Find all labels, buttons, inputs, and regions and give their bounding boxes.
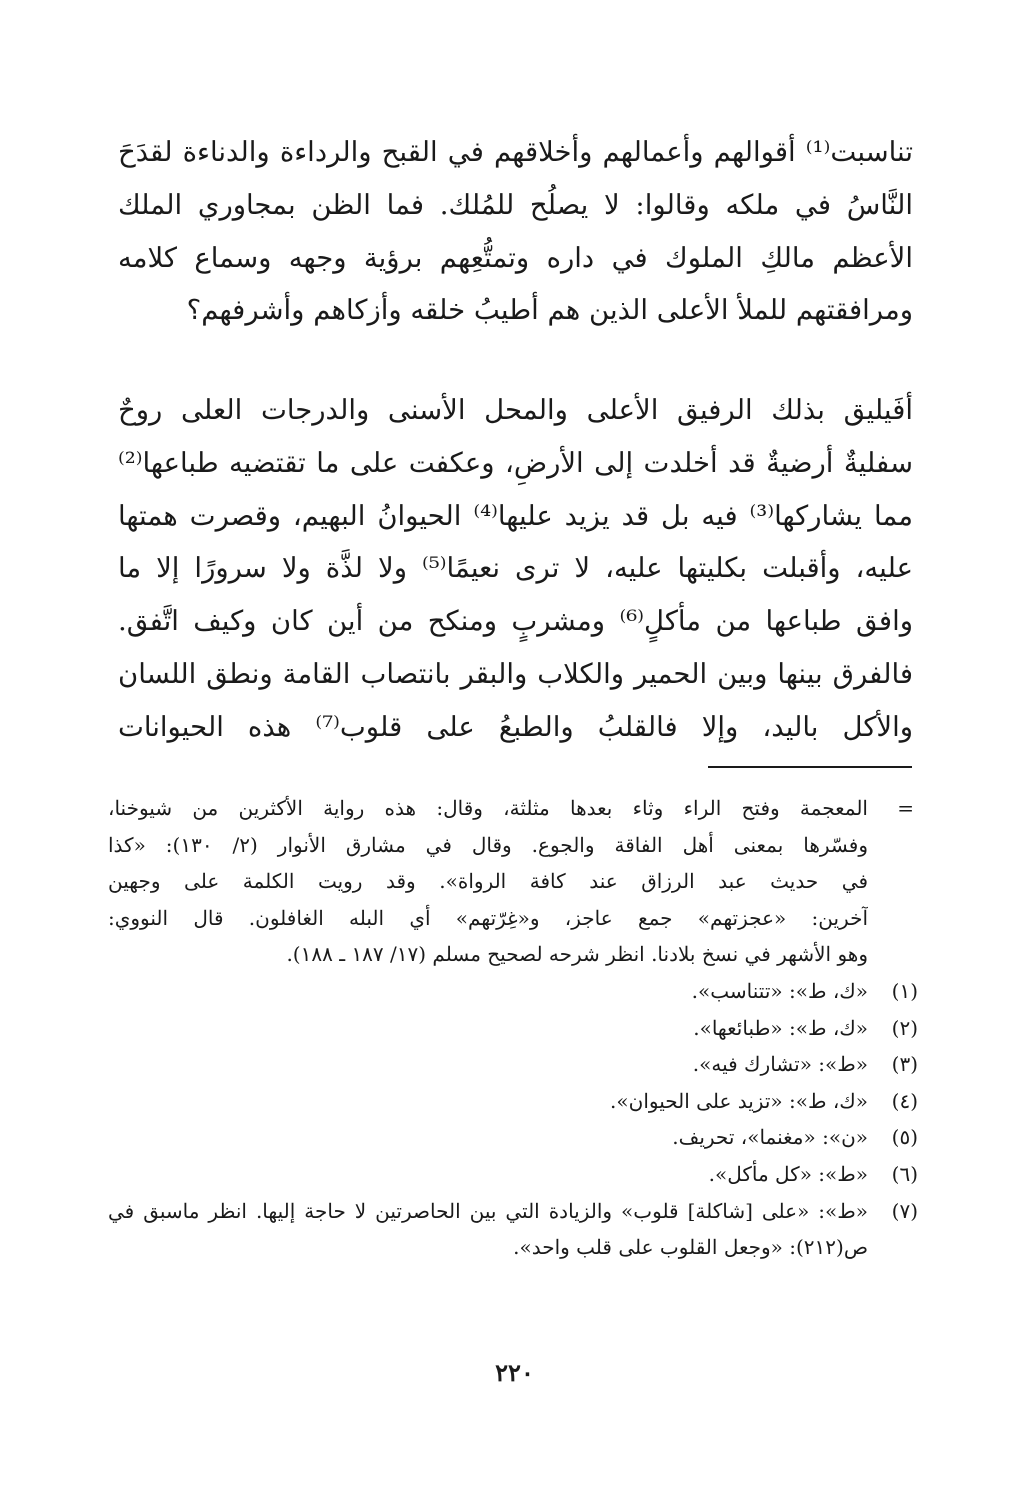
footnote-continuation xyxy=(108,790,918,973)
paragraph-1-line-1: تناسبت⁽¹⁾ أقوالهم وأعمالهم وأخلاقهم في القبح والرداءة والدناءة لقدَحَ xyxy=(118,136,913,168)
footnote-continuation-line: المعجمة وفتح الراء وثاء بعدها مثلثة، وقال: هذه رواية الأكثرين من شيوخنا، xyxy=(108,796,868,820)
footnote-number: (٧) xyxy=(891,1198,918,1223)
paragraph-1-line-4: ومرافقتهم للملأ الأعلى الذين هم أطيبُ خلقه وأزكاهم وأشرفهم؟ xyxy=(186,294,913,327)
footnote-3 xyxy=(108,1046,918,1083)
footnote-6 xyxy=(108,1156,918,1193)
continuation-mark: = xyxy=(897,796,914,820)
footnote-text: «ط»: «تشارك فيه». xyxy=(692,1052,868,1077)
footnote-text: «ن»: «مغنما»، تحريف. xyxy=(672,1125,868,1150)
footnote-continuation-line: وهو الأشهر في نسخ بلادنا. انظر شرحه لصحيح مسلم (١٧/ ١٨٧ ـ ١٨٨). xyxy=(286,942,868,967)
footnote-text: «ك، ط»: «طبائعها». xyxy=(693,1015,868,1040)
footnotes xyxy=(108,790,918,1266)
footnote-continuation-line: وفسّرها بمعنى أهل الفاقة والجوع. وقال في مشارق الأنوار (٢/ ١٣٠): «كذا xyxy=(108,832,868,857)
paragraph-2-line-6: فالفرق بينها وبين الحمير والكلاب والبقر بانتصاب القامة ونطق اللسان xyxy=(118,657,913,690)
paragraph-2-line-2: سفليةٌ أرضيةٌ قد أخلدت إلى الأرضِ، وعكفت على ما تقتضيه طباعها⁽²⁾ xyxy=(118,446,913,479)
footnote-text: «ك، ط»: «تزيد على الحيوان». xyxy=(610,1088,868,1113)
footnote-separator xyxy=(708,766,912,768)
page-number: ٢٢٠ xyxy=(495,1358,534,1387)
paragraph-2-line-3: مما يشاركها⁽³⁾ فيه بل قد يزيد عليها⁽⁴⁾ الحيوانُ البهيم، وقصرت همتها xyxy=(118,499,913,532)
paragraph-1-line-3: الأعظم مالكِ الملوك في داره وتمتُّعِهم برؤية وجهه وسماع كلامه xyxy=(118,241,913,274)
paragraph-1-line-2: النَّاسُ في ملكه وقالوا: لا يصلُح للمُلك. فما الظن بمجاوري الملك xyxy=(118,188,913,221)
paragraph-2-line-1: أفَيليق بذلك الرفيق الأعلى والمحل الأسنى والدرجات العلى روحٌ xyxy=(118,394,913,426)
paragraph-2-line-7: والأكل باليد، وإلا فالقلبُ والطبعُ على قلوب⁽⁷⁾ هذه الحيوانات xyxy=(118,710,913,743)
footnote-number: (٥) xyxy=(891,1125,918,1150)
footnote-text: «ط»: «كل مأكل». xyxy=(708,1161,868,1186)
footnote-number: (٢) xyxy=(891,1015,918,1040)
paragraph-1 xyxy=(118,126,913,337)
paragraph-2-line-5: وافق طباعها من مأكلٍ⁽⁶⁾ ومشربٍ ومنكح من أين كان وكيف اتَّفق. xyxy=(118,605,913,638)
footnote-4 xyxy=(108,1083,918,1120)
footnote-1 xyxy=(108,973,918,1010)
footnote-number: (٣) xyxy=(891,1052,918,1077)
footnote-text: «ط»: «على [شاكلة] قلوب» والزيادة التي بين الحاصرتين لا حاجة إليها. انظر ماسبق في ص(٢١٢): «وجعل القلوب على قلب واحد». xyxy=(108,1198,868,1260)
footnote-text: «ك، ط»: «تتناسب». xyxy=(691,978,868,1003)
paragraph-2-line-4: عليه، وأقبلت بكليتها عليه، لا ترى نعيمًا⁽⁵⁾ ولا لذَّة ولا سرورًا إلا ما xyxy=(118,552,913,585)
footnote-7 xyxy=(108,1193,918,1266)
footnote-continuation-text xyxy=(108,790,868,973)
footnote-number: (٦) xyxy=(891,1161,918,1186)
footnote-number: (٤) xyxy=(891,1088,918,1113)
footnote-continuation-line: في حديث عبد الرزاق عند كافة الرواة». وقد رويت الكلمة على وجهين xyxy=(108,869,868,894)
footnote-continuation-line: آخرين: «عجزتهم» جمع عاجز، و«غِرّتهم» أي البله الغافلون. قال النووي: xyxy=(108,905,868,930)
footnote-5 xyxy=(108,1119,918,1156)
footnote-number: (١) xyxy=(891,978,918,1003)
footnote-2 xyxy=(108,1010,918,1047)
paragraph-2 xyxy=(118,384,913,754)
